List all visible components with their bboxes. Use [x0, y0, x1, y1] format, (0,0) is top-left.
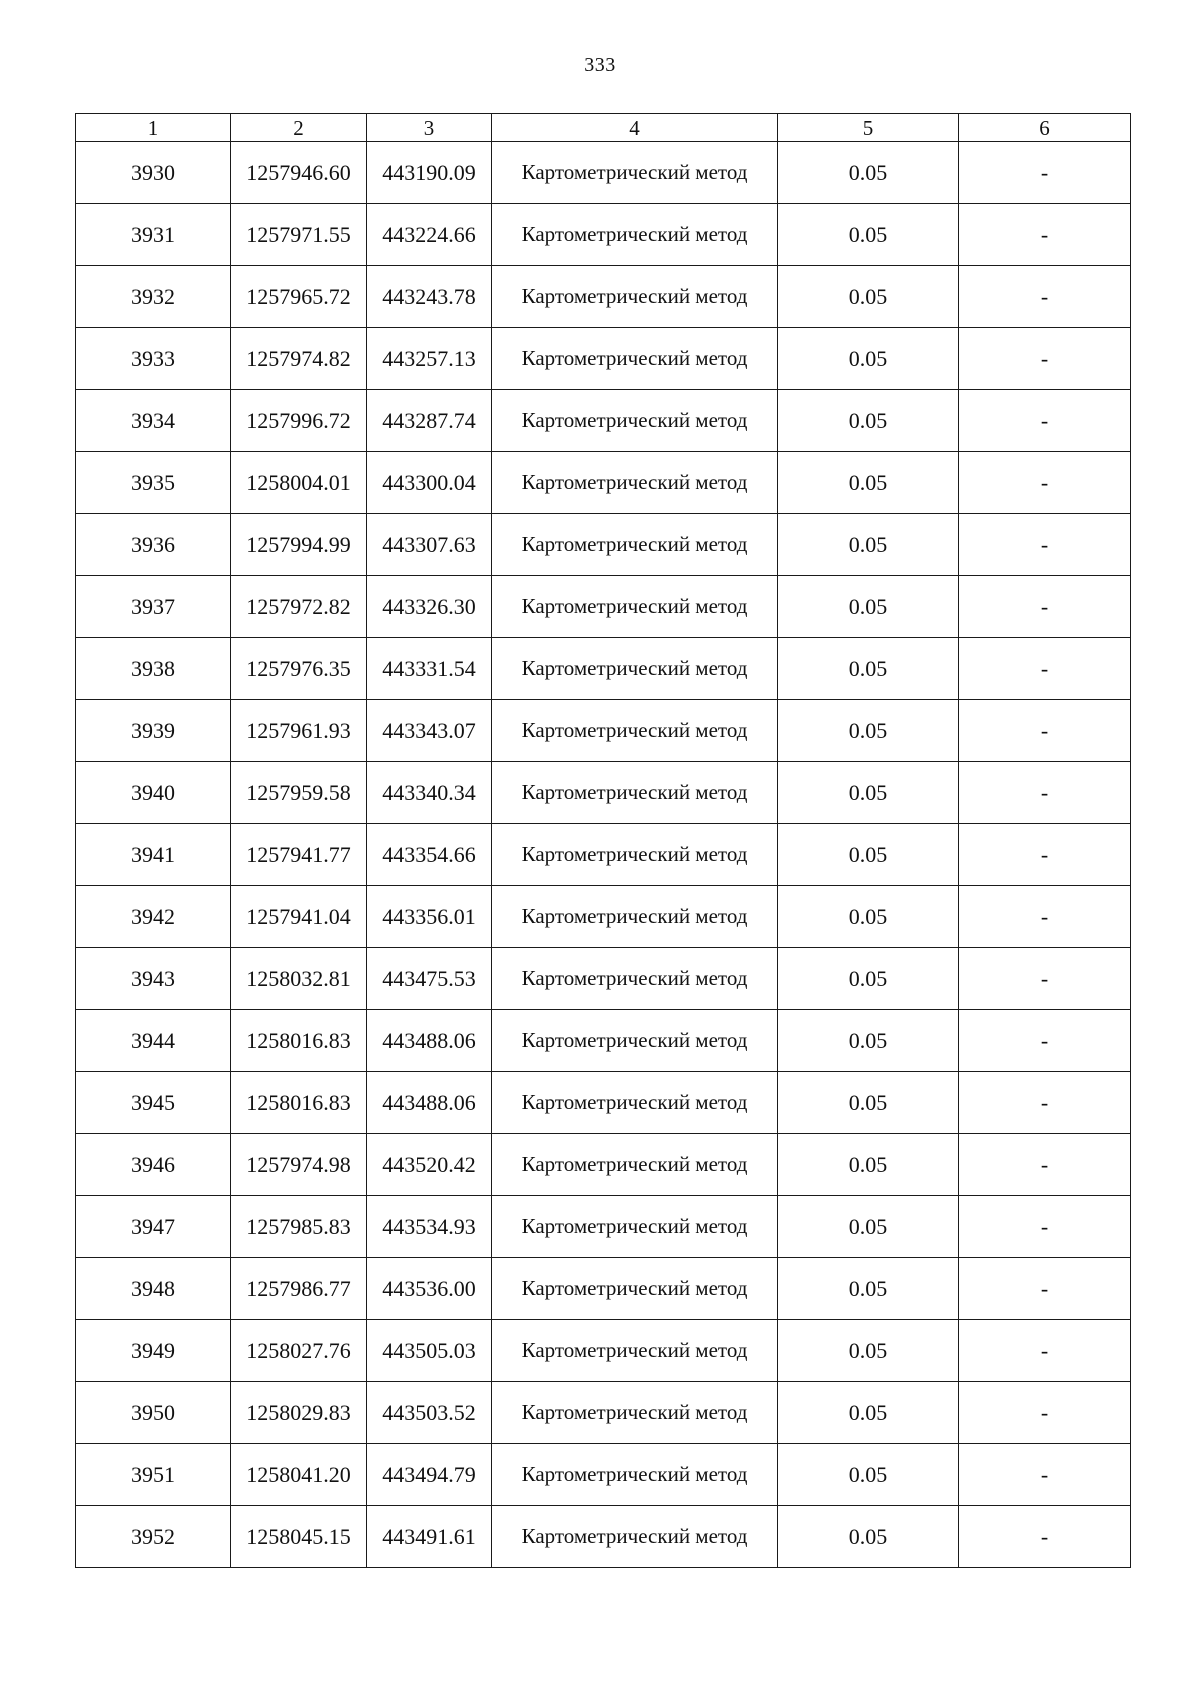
- accuracy-cell: 0.05: [778, 700, 959, 762]
- x-coordinate-cell: 1257961.93: [231, 700, 367, 762]
- y-coordinate-cell: 443343.07: [367, 700, 492, 762]
- accuracy-cell: 0.05: [778, 762, 959, 824]
- note-cell: -: [959, 700, 1131, 762]
- accuracy-cell: 0.05: [778, 638, 959, 700]
- accuracy-cell: 0.05: [778, 1258, 959, 1320]
- note-cell: -: [959, 390, 1131, 452]
- x-coordinate-cell: 1258029.83: [231, 1382, 367, 1444]
- method-cell: Картометрический метод: [492, 576, 778, 638]
- accuracy-cell: 0.05: [778, 204, 959, 266]
- column-header: 6: [959, 114, 1131, 142]
- note-cell: -: [959, 514, 1131, 576]
- note-cell: -: [959, 1258, 1131, 1320]
- point-number-cell: 3944: [76, 1010, 231, 1072]
- method-cell: Картометрический метод: [492, 1196, 778, 1258]
- x-coordinate-cell: 1257971.55: [231, 204, 367, 266]
- note-cell: -: [959, 1320, 1131, 1382]
- table-row: [76, 390, 1131, 452]
- x-coordinate-cell: 1257974.82: [231, 328, 367, 390]
- table-row: [76, 948, 1131, 1010]
- column-header: 4: [492, 114, 778, 142]
- accuracy-cell: 0.05: [778, 1382, 959, 1444]
- accuracy-cell: 0.05: [778, 576, 959, 638]
- method-cell: Картометрический метод: [492, 824, 778, 886]
- point-number-cell: 3939: [76, 700, 231, 762]
- y-coordinate-cell: 443475.53: [367, 948, 492, 1010]
- point-number-cell: 3941: [76, 824, 231, 886]
- x-coordinate-cell: 1257985.83: [231, 1196, 367, 1258]
- method-cell: Картометрический метод: [492, 1506, 778, 1568]
- table-row: [76, 514, 1131, 576]
- y-coordinate-cell: 443520.42: [367, 1134, 492, 1196]
- y-coordinate-cell: 443300.04: [367, 452, 492, 514]
- point-number-cell: 3952: [76, 1506, 231, 1568]
- note-cell: -: [959, 824, 1131, 886]
- note-cell: -: [959, 1506, 1131, 1568]
- column-header: 2: [231, 114, 367, 142]
- note-cell: -: [959, 1134, 1131, 1196]
- column-header: 3: [367, 114, 492, 142]
- method-cell: Картометрический метод: [492, 1072, 778, 1134]
- method-cell: Картометрический метод: [492, 886, 778, 948]
- x-coordinate-cell: 1257974.98: [231, 1134, 367, 1196]
- y-coordinate-cell: 443356.01: [367, 886, 492, 948]
- accuracy-cell: 0.05: [778, 1444, 959, 1506]
- column-header: 5: [778, 114, 959, 142]
- y-coordinate-cell: 443190.09: [367, 142, 492, 204]
- note-cell: -: [959, 266, 1131, 328]
- x-coordinate-cell: 1257941.77: [231, 824, 367, 886]
- y-coordinate-cell: 443307.63: [367, 514, 492, 576]
- point-number-cell: 3932: [76, 266, 231, 328]
- accuracy-cell: 0.05: [778, 390, 959, 452]
- note-cell: -: [959, 142, 1131, 204]
- y-coordinate-cell: 443354.66: [367, 824, 492, 886]
- accuracy-cell: 0.05: [778, 328, 959, 390]
- point-number-cell: 3936: [76, 514, 231, 576]
- accuracy-cell: 0.05: [778, 452, 959, 514]
- method-cell: Картометрический метод: [492, 1010, 778, 1072]
- y-coordinate-cell: 443536.00: [367, 1258, 492, 1320]
- y-coordinate-cell: 443505.03: [367, 1320, 492, 1382]
- point-number-cell: 3931: [76, 204, 231, 266]
- note-cell: -: [959, 1072, 1131, 1134]
- accuracy-cell: 0.05: [778, 514, 959, 576]
- table-row: [76, 1010, 1131, 1072]
- note-cell: -: [959, 328, 1131, 390]
- point-number-cell: 3950: [76, 1382, 231, 1444]
- table-row: [76, 1382, 1131, 1444]
- point-number-cell: 3940: [76, 762, 231, 824]
- method-cell: Картометрический метод: [492, 266, 778, 328]
- x-coordinate-cell: 1257996.72: [231, 390, 367, 452]
- note-cell: -: [959, 452, 1131, 514]
- note-cell: -: [959, 1382, 1131, 1444]
- accuracy-cell: 0.05: [778, 948, 959, 1010]
- accuracy-cell: 0.05: [778, 266, 959, 328]
- point-number-cell: 3945: [76, 1072, 231, 1134]
- method-cell: Картометрический метод: [492, 1258, 778, 1320]
- x-coordinate-cell: 1257965.72: [231, 266, 367, 328]
- accuracy-cell: 0.05: [778, 1506, 959, 1568]
- y-coordinate-cell: 443488.06: [367, 1072, 492, 1134]
- method-cell: Картометрический метод: [492, 328, 778, 390]
- x-coordinate-cell: 1258004.01: [231, 452, 367, 514]
- x-coordinate-cell: 1258045.15: [231, 1506, 367, 1568]
- x-coordinate-cell: 1258016.83: [231, 1072, 367, 1134]
- table-row: [76, 886, 1131, 948]
- method-cell: Картометрический метод: [492, 390, 778, 452]
- note-cell: -: [959, 762, 1131, 824]
- accuracy-cell: 0.05: [778, 142, 959, 204]
- table-row: [76, 1320, 1131, 1382]
- x-coordinate-cell: 1258041.20: [231, 1444, 367, 1506]
- accuracy-cell: 0.05: [778, 1072, 959, 1134]
- x-coordinate-cell: 1257959.58: [231, 762, 367, 824]
- method-cell: Картометрический метод: [492, 452, 778, 514]
- note-cell: -: [959, 204, 1131, 266]
- y-coordinate-cell: 443534.93: [367, 1196, 492, 1258]
- table-row: [76, 1196, 1131, 1258]
- point-number-cell: 3947: [76, 1196, 231, 1258]
- x-coordinate-cell: 1257986.77: [231, 1258, 367, 1320]
- table-row: [76, 142, 1131, 204]
- y-coordinate-cell: 443243.78: [367, 266, 492, 328]
- y-coordinate-cell: 443491.61: [367, 1506, 492, 1568]
- table-row: [76, 1072, 1131, 1134]
- table-row: [76, 328, 1131, 390]
- y-coordinate-cell: 443331.54: [367, 638, 492, 700]
- note-cell: -: [959, 1444, 1131, 1506]
- accuracy-cell: 0.05: [778, 1320, 959, 1382]
- y-coordinate-cell: 443287.74: [367, 390, 492, 452]
- accuracy-cell: 0.05: [778, 824, 959, 886]
- note-cell: -: [959, 948, 1131, 1010]
- method-cell: Картометрический метод: [492, 514, 778, 576]
- method-cell: Картометрический метод: [492, 142, 778, 204]
- method-cell: Картометрический метод: [492, 1320, 778, 1382]
- note-cell: -: [959, 886, 1131, 948]
- method-cell: Картометрический метод: [492, 1134, 778, 1196]
- table-row: [76, 204, 1131, 266]
- table-row: [76, 1258, 1131, 1320]
- point-number-cell: 3949: [76, 1320, 231, 1382]
- point-number-cell: 3934: [76, 390, 231, 452]
- x-coordinate-cell: 1257946.60: [231, 142, 367, 204]
- x-coordinate-cell: 1258032.81: [231, 948, 367, 1010]
- x-coordinate-cell: 1257976.35: [231, 638, 367, 700]
- y-coordinate-cell: 443340.34: [367, 762, 492, 824]
- table-row: [76, 762, 1131, 824]
- x-coordinate-cell: 1258016.83: [231, 1010, 367, 1072]
- point-number-cell: 3935: [76, 452, 231, 514]
- table-row: [76, 266, 1131, 328]
- y-coordinate-cell: 443494.79: [367, 1444, 492, 1506]
- point-number-cell: 3942: [76, 886, 231, 948]
- note-cell: -: [959, 1010, 1131, 1072]
- table-row: [76, 638, 1131, 700]
- table-row: [76, 700, 1131, 762]
- table-row: [76, 1506, 1131, 1568]
- method-cell: Картометрический метод: [492, 700, 778, 762]
- method-cell: Картометрический метод: [492, 1382, 778, 1444]
- y-coordinate-cell: 443326.30: [367, 576, 492, 638]
- coordinates-table: [75, 113, 1131, 1568]
- accuracy-cell: 0.05: [778, 1196, 959, 1258]
- y-coordinate-cell: 443503.52: [367, 1382, 492, 1444]
- x-coordinate-cell: 1258027.76: [231, 1320, 367, 1382]
- table-row: [76, 1134, 1131, 1196]
- x-coordinate-cell: 1257941.04: [231, 886, 367, 948]
- point-number-cell: 3946: [76, 1134, 231, 1196]
- y-coordinate-cell: 443488.06: [367, 1010, 492, 1072]
- point-number-cell: 3943: [76, 948, 231, 1010]
- point-number-cell: 3938: [76, 638, 231, 700]
- table-header-row: [76, 114, 1131, 142]
- point-number-cell: 3930: [76, 142, 231, 204]
- table-row: [76, 452, 1131, 514]
- accuracy-cell: 0.05: [778, 886, 959, 948]
- note-cell: -: [959, 576, 1131, 638]
- table-row: [76, 824, 1131, 886]
- page-number: 333: [584, 54, 616, 76]
- y-coordinate-cell: 443224.66: [367, 204, 492, 266]
- note-cell: -: [959, 638, 1131, 700]
- table-row: [76, 576, 1131, 638]
- method-cell: Картометрический метод: [492, 762, 778, 824]
- table-row: [76, 1444, 1131, 1506]
- point-number-cell: 3951: [76, 1444, 231, 1506]
- accuracy-cell: 0.05: [778, 1134, 959, 1196]
- method-cell: Картометрический метод: [492, 948, 778, 1010]
- method-cell: Картометрический метод: [492, 1444, 778, 1506]
- column-header: 1: [76, 114, 231, 142]
- x-coordinate-cell: 1257994.99: [231, 514, 367, 576]
- accuracy-cell: 0.05: [778, 1010, 959, 1072]
- y-coordinate-cell: 443257.13: [367, 328, 492, 390]
- point-number-cell: 3937: [76, 576, 231, 638]
- method-cell: Картометрический метод: [492, 204, 778, 266]
- note-cell: -: [959, 1196, 1131, 1258]
- method-cell: Картометрический метод: [492, 638, 778, 700]
- x-coordinate-cell: 1257972.82: [231, 576, 367, 638]
- point-number-cell: 3933: [76, 328, 231, 390]
- point-number-cell: 3948: [76, 1258, 231, 1320]
